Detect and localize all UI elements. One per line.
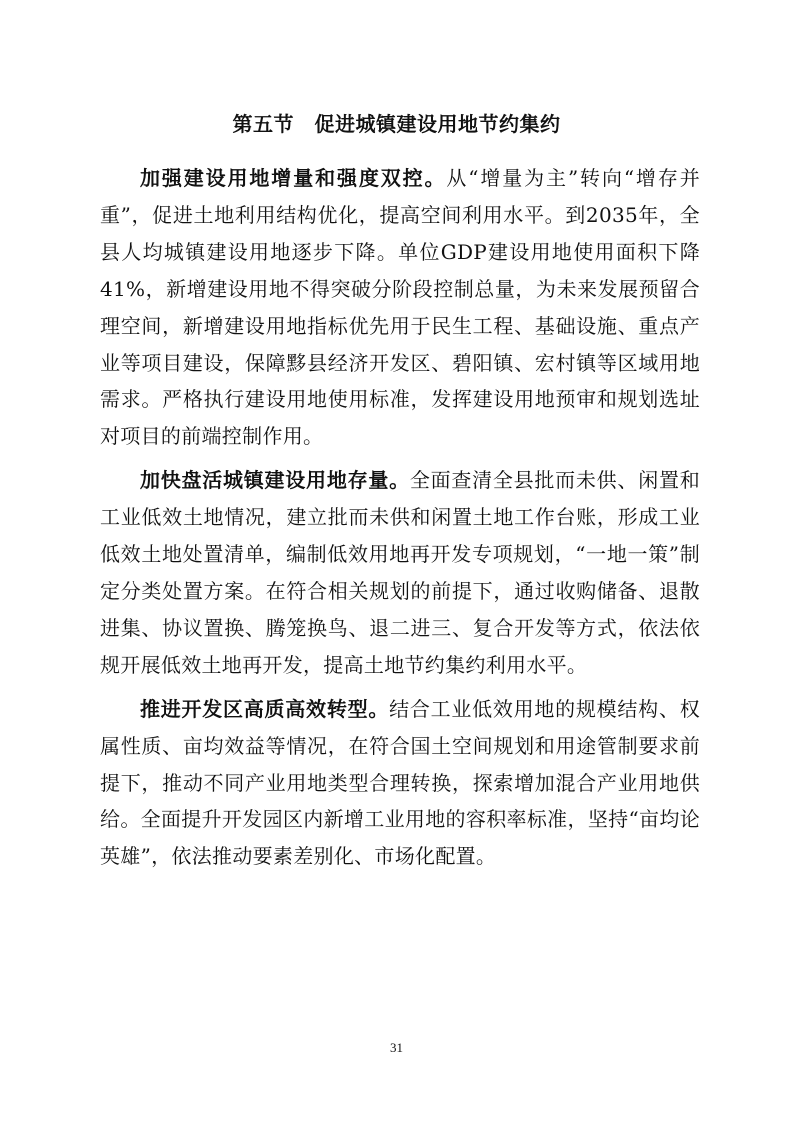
section-title: 第五节 促进城镇建设用地节约集约 xyxy=(232,112,561,136)
paragraph-text: 从“增量为主”转向“增存并重”，促进土地利用结构优化，提高空间利用水平。到2035年，全县人均城镇建设用地逐步下降。单位GDP建设用地使用面积下降41%，新增建设用地不得突破分阶段控制总量，为未来发展预留合理空间，新增建设用地指标优先用于民生工程、基础设施、重点产业等项目建设，保障黟县经济开发区、碧阳镇、宏村镇等区域用地需求。严格执行建设用地使用标准，发挥建设用地预审和规划选址对项目的前端控制作用。 xyxy=(100,166,701,449)
paragraph-lead: 加快盘活城镇建设用地存量。 xyxy=(140,468,410,493)
paragraph-text: 全面查清全县批而未供、闲置和工业低效土地情况，建立批而未供和闲置土地工作台账，形成工业低效土地处置清单，编制低效用地再开发专项规划，“一地一策”制定分类处置方案。在符合相关规划的前提下，通过收购储备、退散进集、协议置换、腾笼换鸟、退二进三、复合开发等方式，依法依规开展低效土地再开发，提高土地节约集约利用水平。 xyxy=(100,468,701,677)
body-text xyxy=(100,160,700,882)
paragraph xyxy=(100,160,700,455)
page-number: 31 xyxy=(390,1040,403,1055)
paragraph-text: 结合工业低效用地的规模结构、权属性质、亩均效益等情况，在符合国土空间规划和用途管制要求前提下，推动不同产业用地类型合理转换，探索增加混合产业用地供给。全面提升开发园区内新增工业用地的容积率标准，坚持“亩均论英雄”，依法推动要素差别化、市场化配置。 xyxy=(100,696,700,869)
paragraph-lead: 加强建设用地增量和强度双控。 xyxy=(140,166,447,190)
paragraph xyxy=(100,691,700,876)
paragraph xyxy=(100,462,700,683)
paragraph-lead: 推进开发区高质高效转型。 xyxy=(140,696,390,721)
